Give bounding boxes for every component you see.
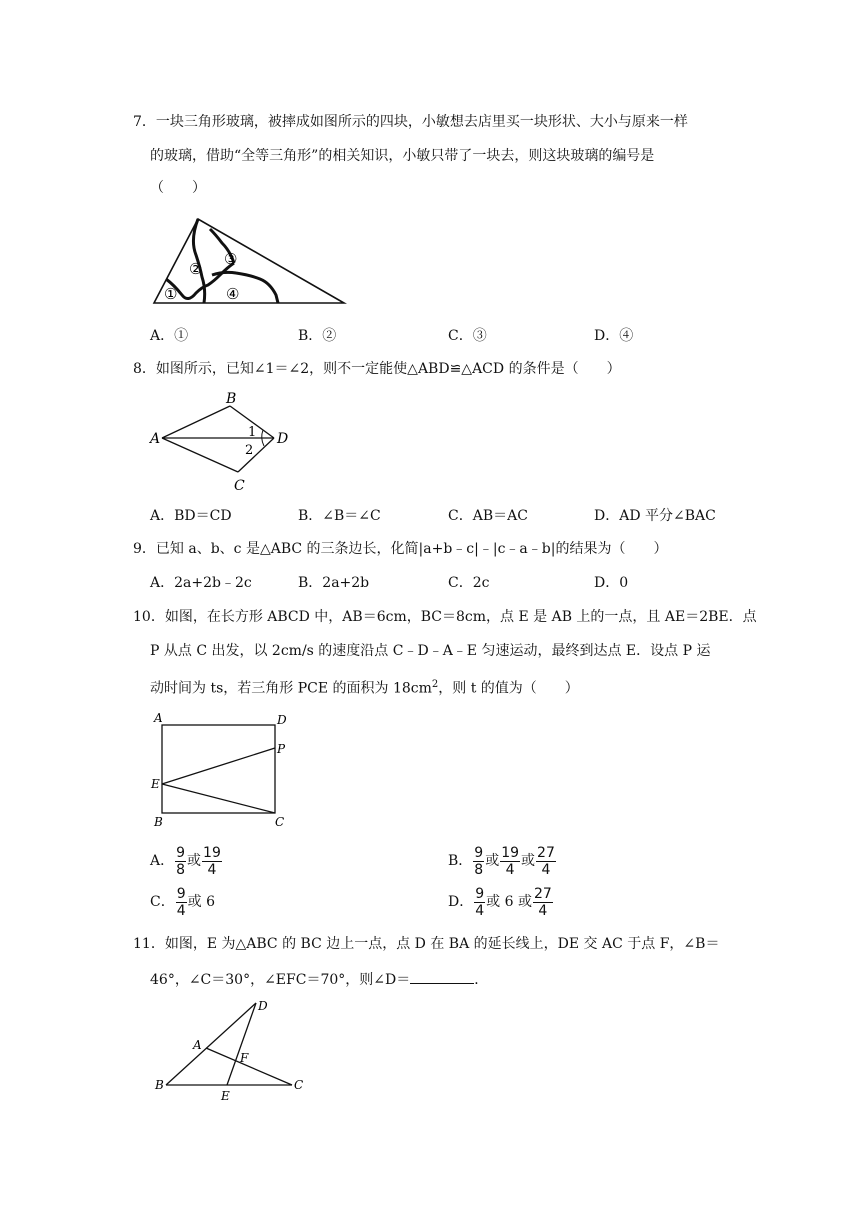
q7-piece-1-label: ① (164, 285, 178, 303)
q10-option-a-frac2-num: 19 (203, 844, 221, 861)
q10-option-d-frac2-den: 4 (538, 902, 548, 919)
q7-crack-3 (212, 272, 278, 303)
q10-option-c-frac1-den: 4 (176, 902, 186, 919)
q10-option-d-mid: 或 6 或 (486, 894, 532, 910)
q9-option-a[interactable]: A．2a+2b﹣2c (150, 575, 252, 591)
q10-option-a-prefix: A． (150, 853, 175, 869)
q10-label-p: P (277, 742, 286, 756)
q10-option-d-frac1-num: 9 (475, 885, 485, 902)
q7-piece-2-label: ② (189, 260, 203, 278)
q8-option-a[interactable]: A．BD＝CD (150, 508, 232, 524)
q10-rectangle-figure (148, 710, 298, 830)
q10-option-b-frac1-den: 8 (474, 861, 484, 878)
q7-option-d[interactable]: D．④ (594, 328, 634, 344)
q8-label-b: B (226, 391, 237, 407)
q10-option-a-frac2-den: 4 (207, 861, 217, 878)
q10-option-b[interactable] (448, 843, 557, 879)
q10-option-a-frac1 (175, 845, 186, 878)
q10-option-c-frac1-num: 9 (176, 885, 186, 902)
q11-label-a: A (193, 1038, 202, 1052)
q10-option-d-frac1 (474, 886, 485, 919)
q7-piece-4-label: ④ (226, 285, 240, 303)
q11-text-line1: 11．如图，E 为△ABC 的 BC 边上一点，点 D 在 BA 的延长线上，DE 交 AC 于点 F，∠B＝ (133, 936, 720, 952)
q10-text-line1: 10．如图，在长方形 ABCD 中，AB＝6cm，BC＝8cm，点 E 是 AB 上的一点，且 AE＝2BE．点 (133, 609, 757, 625)
q10-option-b-frac3 (536, 845, 556, 878)
q7-option-c[interactable]: C．③ (448, 328, 487, 344)
q11-label-c: C (294, 1078, 304, 1092)
q10-text-line2: P 从点 C 出发，以 2cm/s 的速度沿点 C﹣D﹣A﹣E 匀速运动，最终到达点 E．设点 P 运 (150, 643, 711, 659)
q10-option-a-frac1-num: 9 (176, 844, 186, 861)
q10-option-c-prefix: C． (150, 894, 175, 910)
q8-label-c: C (234, 478, 245, 494)
q8-label-a: A (150, 431, 161, 447)
q11-text-line2-b: ． (474, 972, 489, 988)
q8-label-angle-2: 2 (245, 443, 254, 458)
q10-label-a: A (154, 711, 163, 725)
q7-text-line1: 7．一块三角形玻璃，被摔成如图所示的四块，小敏想去店里买一块形状、大小与原来一样 (133, 114, 688, 130)
q7-text-line3: （ ） (150, 180, 206, 196)
q8-kite-figure (148, 388, 298, 494)
q7-triangle-figure (150, 215, 350, 310)
q8-text-line1: 8．如图所示，已知∠1＝∠2，则不一定能使△ABD≌△ACD 的条件是（ ） (133, 361, 621, 377)
q10-text-line3-b: ，则 t 的值为（ ） (438, 680, 579, 697)
q8-label-d: D (277, 431, 289, 447)
q10-option-c-frac1 (176, 886, 187, 919)
q7-piece-3-label: ③ (224, 250, 238, 268)
q10-option-b-or1: 或 (485, 853, 500, 869)
q11-triangle-figure (150, 996, 315, 1106)
q10-option-a-frac2 (202, 845, 222, 878)
q10-option-b-frac3-num: 27 (537, 844, 555, 861)
q11-answer-blank[interactable] (410, 969, 474, 984)
q11-text-line2 (150, 969, 488, 990)
q7-option-b[interactable]: B．② (298, 328, 337, 344)
q11-label-d: D (258, 999, 268, 1013)
q10-option-c[interactable] (150, 884, 215, 920)
q10-option-a-or1: 或 (187, 853, 202, 869)
q8-label-angle-1: 1 (248, 425, 257, 440)
q8-option-b[interactable]: B．∠B＝∠C (298, 508, 381, 524)
q10-option-d-frac1-den: 4 (475, 902, 485, 919)
q10-option-d-frac2 (533, 886, 553, 919)
q10-option-d-frac2-num: 27 (533, 885, 552, 902)
q10-option-b-frac1 (473, 845, 484, 878)
q10-text-line3-a: 动时间为 ts，若三角形 PCE 的面积为 18cm (150, 680, 432, 697)
q10-option-b-frac1-num: 9 (474, 844, 484, 861)
q11-label-b: B (155, 1078, 164, 1092)
q9-option-d[interactable]: D．0 (594, 575, 629, 591)
q11-label-e: E (221, 1089, 230, 1103)
q11-label-f: F (240, 1051, 249, 1065)
q10-option-b-prefix: B． (448, 853, 473, 869)
q9-text-line1: 9．已知 a、b、c 是△ABC 的三条边长，化简|a+b﹣c|﹣|c﹣a﹣b|的结果为（ ） (133, 541, 668, 557)
q10-option-b-frac3-den: 4 (541, 861, 551, 878)
q10-option-b-or2: 或 (521, 853, 536, 869)
q10-option-a-frac1-den: 8 (176, 861, 186, 878)
q7-option-a[interactable]: A．① (150, 328, 189, 344)
q10-option-b-frac2-num: 19 (501, 844, 520, 861)
q10-option-d-prefix: D． (448, 894, 474, 910)
q10-label-e: E (151, 777, 160, 791)
q9-option-b[interactable]: B．2a+2b (298, 575, 370, 591)
q8-option-d[interactable]: D．AD 平分∠BAC (594, 508, 716, 524)
q10-text-line3 (150, 675, 579, 699)
q8-option-c[interactable]: C．AB＝AC (448, 508, 528, 524)
q9-option-c[interactable]: C．2c (448, 575, 490, 591)
q11-text-line2-a: 46°，∠C＝30°，∠EFC＝70°，则∠D＝ (150, 972, 411, 988)
q7-text-line2: 的玻璃，借助“全等三角形”的相关知识，小敏只带了一块去，则这块玻璃的编号是 (150, 148, 655, 164)
q10-label-b: B (154, 815, 163, 829)
q10-option-b-frac2-den: 4 (505, 861, 515, 878)
q10-superscript: 2 (431, 679, 439, 690)
q10-option-c-tail: 或 6 (187, 894, 215, 910)
q10-label-d: D (277, 713, 287, 727)
q10-option-a[interactable] (150, 843, 223, 879)
q10-label-c: C (275, 815, 285, 829)
q10-option-d[interactable] (448, 884, 554, 920)
q7-triangle-outline (154, 219, 344, 303)
q10-option-b-frac2 (500, 845, 520, 878)
